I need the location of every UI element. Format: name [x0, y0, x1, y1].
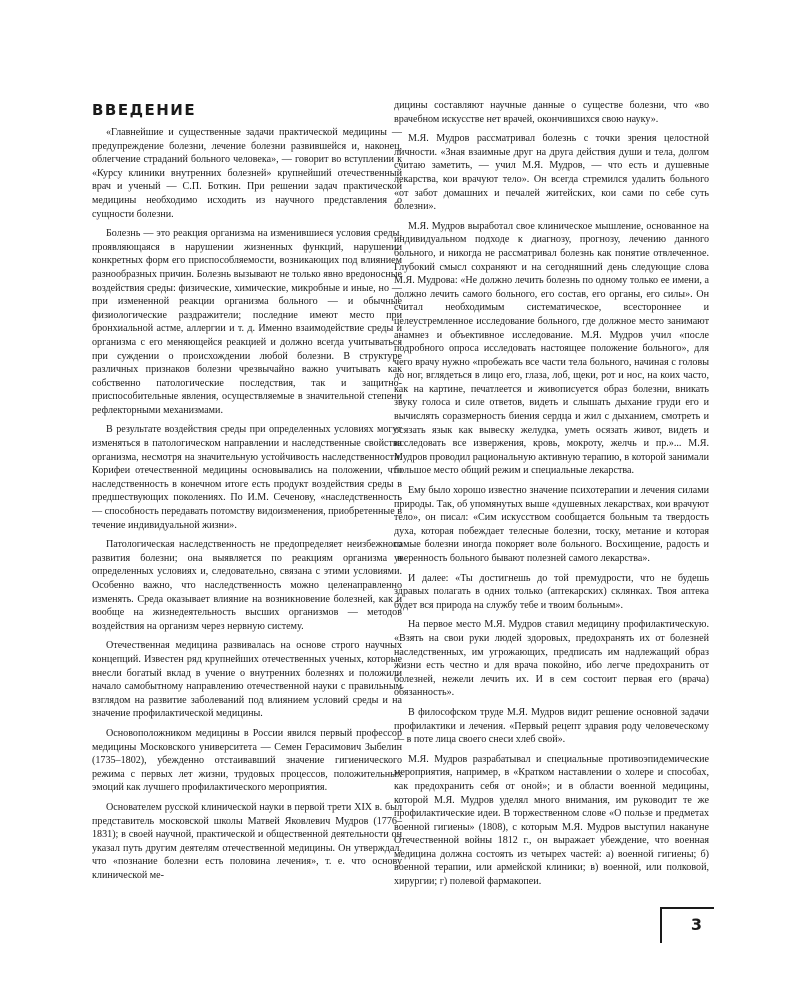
paragraph: И далее: «Ты достигнешь до той премудрости, что не будешь здравых полагать в одних только (аптекарских) склянках. Твоя аптека будет вся природа на службу тебе и твоим больным». [394, 572, 709, 611]
paragraph: М.Я. Мудров разрабатывал и специальные противоэпидемические мероприятия, например, в «Кратком наставлении о холере и способах, как предохранить себя от оной»; и в области военной медицины, которой М.Я. Мудров уделял много внимания, им руководит те же профилактические идеи. В торжественном слове «О пользе и предметах военной гигиены» (1808), с которым М.Я. Мудров выступил накануне Отечественной войны 1812 г., он выражает убеждение, что военная медицина должна состоять из четырех частей: а) военной гигиены; б) военной терапии, или армейской клиники; в) военной, или полковой, хирургии; г) полевой фармакопеи. [394, 753, 709, 888]
paragraph: М.Я. Мудров выработал свое клиническое мышление, основанное на индивидуальном подходе к диагнозу, прогнозу, лечению данного больного, и никогда не рассматривал болезнь как понятие отвлеченное. Глубокий смысл сохраняют и на сегодняшний день следующие слова М.Я. Мудрова: «Не должно лечить болезнь по одному только ее имени, а должно лечить самого больного, его состав, его органы, его силы». Он считал необходимым систематическое, всестороннее и целеустремленное исследование больного, где должное место занимают анамнез и объективное исследование. М.Я. Мудров учил «после подробного опроса исследовать настоящее положение больного», для чего врачу нужно «пробежать все части тела больного, начиная с головы до ног, вглядеться в лицо его, глаза, лоб, щеки, рот и нос, на коих часто, как на картине, печатлеется и живописуется образ болезни, вникать звуку голоса и силе ответов, видеть и слышать дыхание груди его и вычислять соразмерность биения сердца и жил с дыханием, смотреть и осязать язык как вывеску желудка, уметь осязать живот, видеть и исследовать все извержения, кровь, мокроту, желчь и пр.»... М.Я. Мудров проводил рациональную активную терапию, в которой занимали большое место общий режим и специальные лекарства. [394, 220, 709, 477]
paragraph: На первое место М.Я. Мудров ставил медицину профилактическую. «Взять на свои руки людей здоровых, предохранять их от болезней наследственных, им угрожающих, предписать им надлежащий образ жизни есть честно и для врача покойно, ибо легче предохранить от болезней, нежели лечить их. И в сем состоит первая его (врача) обязанность». [394, 619, 709, 699]
paragraph: Ему было хорошо известно значение психотерапии и лечения силами природы. Так, об упомянутых выше «душевных лекарствах, кои врачуют тело», он писал: «Сим искусством сообщается больным та твердость духа, которая побеждает телесные болезни, тоску, метание и которая самые болезни иногда покоряет воле больного. Восхищение, радость и уверенность больного бывают полезней самого лекарства». [394, 485, 709, 564]
right-column [394, 99, 709, 895]
paragraph: В философском труде М.Я. Мудров видит решение основной задачи профилактики и лечения. «Первый рецепт здравия роду человеческому — в поте лица своего снеси хлеб свой». [394, 706, 709, 746]
left-column [92, 126, 402, 888]
paragraph: Отечественная медицина развивалась на основе строго научных концепций. Известен ряд крупнейших отечественных ученых, которые внесли богатый вклад в учение о внутренних болезнях и положили начало самобытному направлению отечественной науки с правильным взглядом на развитие заболеваний под влиянием условий среды и на значение профилактической медицины. [92, 640, 402, 720]
paragraph-continued: дицины составляют научные данные о существе болезни, что «во врачебном искусстве нет врачей, окончившихся свою науку». [394, 100, 709, 125]
page-number: 3 [690, 915, 702, 934]
paragraph: М.Я. Мудров рассматривал болезнь с точки зрения целостной личности. «Зная взаимные друг на друга действия души и тела, долгом считаю заметить, — учил М.Я. Мудров, — что есть и душевные лекарства, кои врачуют тело». Он всегда стремился удалить больного «от забот домашних и печалей житейских, кои сами по себе суть болезни». [394, 133, 709, 213]
paragraph: Основоположником медицины в России явился первый профессор медицины Московского университета — Семен Герасимович Зыбелин (1735–1802), убежденно отстаивавший значение гигиенического режима с первых лет жизни, трудовых процессов, положительных эмоций как лучшего профилактического мероприятия. [92, 727, 402, 794]
paragraph: В результате воздействия среды при определенных условиях могут изменяться в патологическом направлении и наследственные свойства организма, несмотря на значительную устойчивость наследственности. Корифеи отечественной медицины основывались на положении, что наследственность в конечном итоге есть продукт воздействия среды в предшествующих поколениях. По И.М. Сеченову, «наследственность — способность передавать потомству видоизменения, приобретенные в течение индивидуальной жизни». [92, 424, 402, 531]
paragraph: «Главнейшие и существенные задачи практической медицины — предупреждение болезни, лечение болезни развившейся и, наконец, облегчение страданий больного человека», — говорит во вступлении к «Курсу клиники внутренних болезней» крупнейший отечественный врач и ученый — С.П. Боткин. При решении задач практической медицины необходимо исходить из научного представления о сущности болезни. [92, 127, 402, 220]
page-title: ВВЕДЕНИЕ [92, 101, 197, 119]
paragraph: Патологическая наследственность не предопределяет неизбежного развития болезни; она выявляется по реакциям организма в определенных условиях и, следовательно, связана с этими условиями. Особенно важно, что наследственность можно целенаправленно изменять. Среда оказывает влияние на возникновение болезней, как и вообще на жизнедеятельность высших организмов — методов воздействия на организм через нервную систему. [92, 539, 402, 632]
page-number-box [660, 907, 714, 943]
paragraph: Болезнь — это реакция организма на изменившиеся условия среды, проявляющаяся в нарушении жизненных функций, нарушении конкретных форм его приспособляемости, возникающих под влиянием разнообразных причин. Болезнь вызывают не только явно вредоносные воздействия среды: физические, химические, микробные и иные, но — при измененной реакции организма больного — и обычные физиологические раздражители; последние имеют место при бронхиальной астме, аллергии и т. д. Именно взаимодействие среды и организма с его меняющейся реакцией и должно всегда учитываться при суждении о происхождении любой болезни. В структуре различных признаков болезни чрезвычайно важно учитывать как собственно патологические последствия, так и защитно-приспособительные явления, осуществляемые в значительной степени рефлекторными механизмами. [92, 228, 402, 416]
paragraph: Основателем русской клинической науки в первой трети XIX в. был представитель московской школы Матвей Яковлевич Мудров (1776–1831); в своей научной, практической и общественной деятельности он указал путь другим деятелям отечественной медицины. Он утверждал, что «познание болезни есть половина лечения», т. е. что основу клинической ме- [92, 801, 402, 881]
